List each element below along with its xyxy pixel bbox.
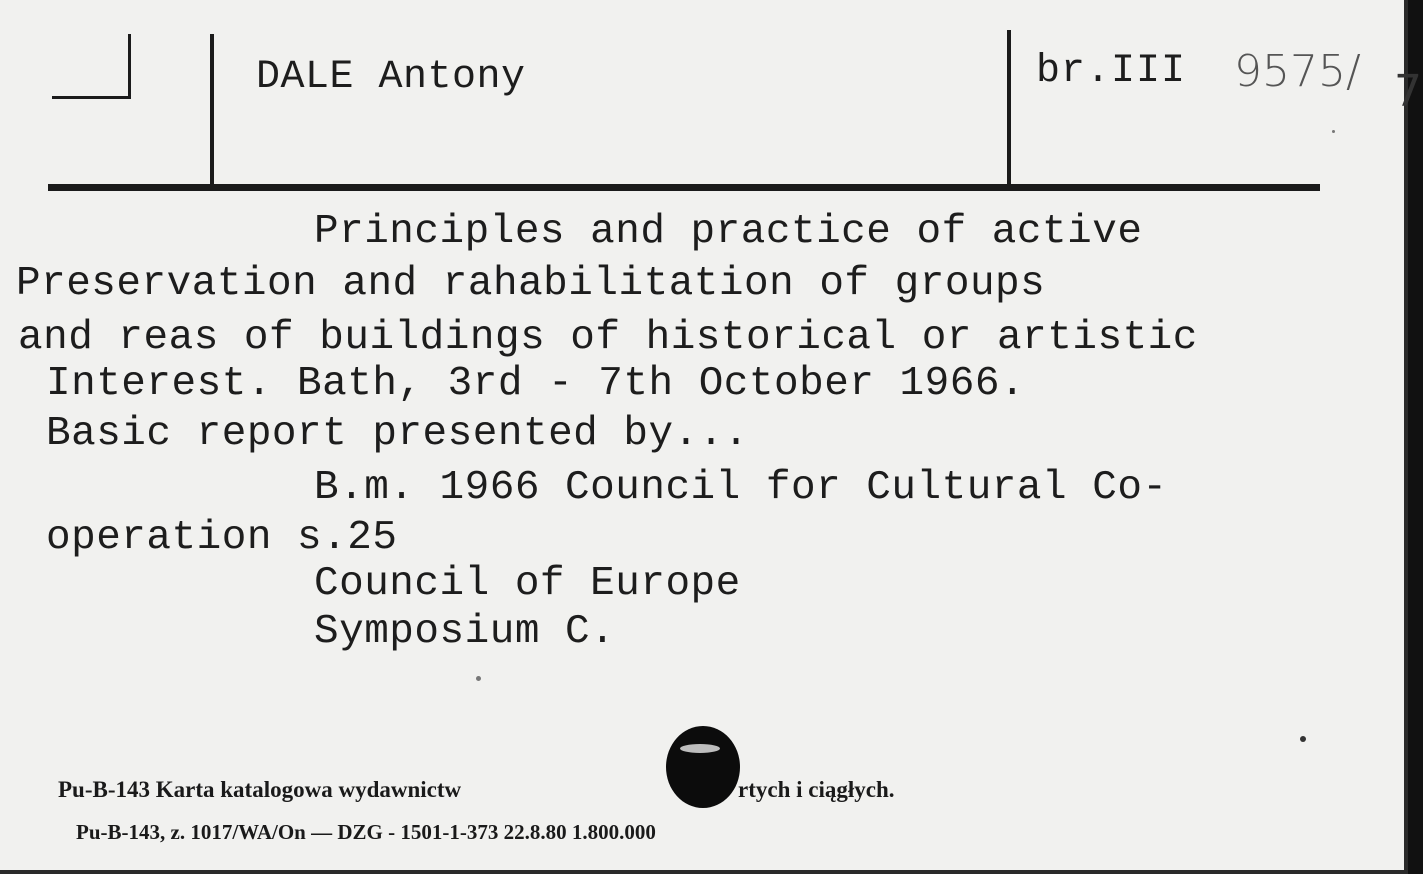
shelfmark-number: 9575/ — [1234, 46, 1361, 97]
dust-speck — [476, 676, 481, 681]
dust-speck — [1300, 736, 1306, 742]
form-line-2: Pu-B-143, z. 1017/WA/On — DZG - 1501-1-373 22.8.80 1.800.000 — [76, 820, 656, 844]
header-divider-left — [210, 34, 214, 186]
title-line-3: and reas of buildings of historical or artistic — [18, 315, 1198, 361]
series-line-1: Council of Europe — [314, 561, 741, 607]
shelfmark-typed: br.III — [1036, 49, 1187, 94]
form-line-1-right: rtych i ciągłych. — [738, 777, 895, 802]
header-rule — [48, 184, 1320, 191]
corner-mark-horizontal — [52, 96, 131, 99]
punch-hole — [666, 726, 740, 808]
dust-speck — [1332, 130, 1335, 133]
imprint-line-2: operation s.25 — [46, 515, 398, 561]
form-line-1-left: Pu-B-143 Karta katalogowa wydawnictw — [58, 777, 462, 802]
title-line-1: Principles and practice of active — [314, 209, 1143, 255]
series-line-2: Symposium C. — [314, 609, 616, 655]
author-heading: DALE Antony — [256, 55, 526, 100]
title-line-4: Interest. Bath, 3rd - 7th October 1966. — [46, 361, 1026, 407]
title-line-5: Basic report presented by... — [46, 411, 749, 457]
shelfmark-suffix: 7 — [1394, 66, 1423, 117]
title-line-2: Preservation and rahabilitation of groups — [16, 261, 1046, 307]
header-divider-right — [1007, 30, 1011, 186]
corner-mark-vertical — [128, 34, 131, 98]
punch-hole-sheen — [680, 744, 720, 753]
imprint-line-1: B.m. 1966 Council for Cultural Co- — [314, 465, 1168, 511]
